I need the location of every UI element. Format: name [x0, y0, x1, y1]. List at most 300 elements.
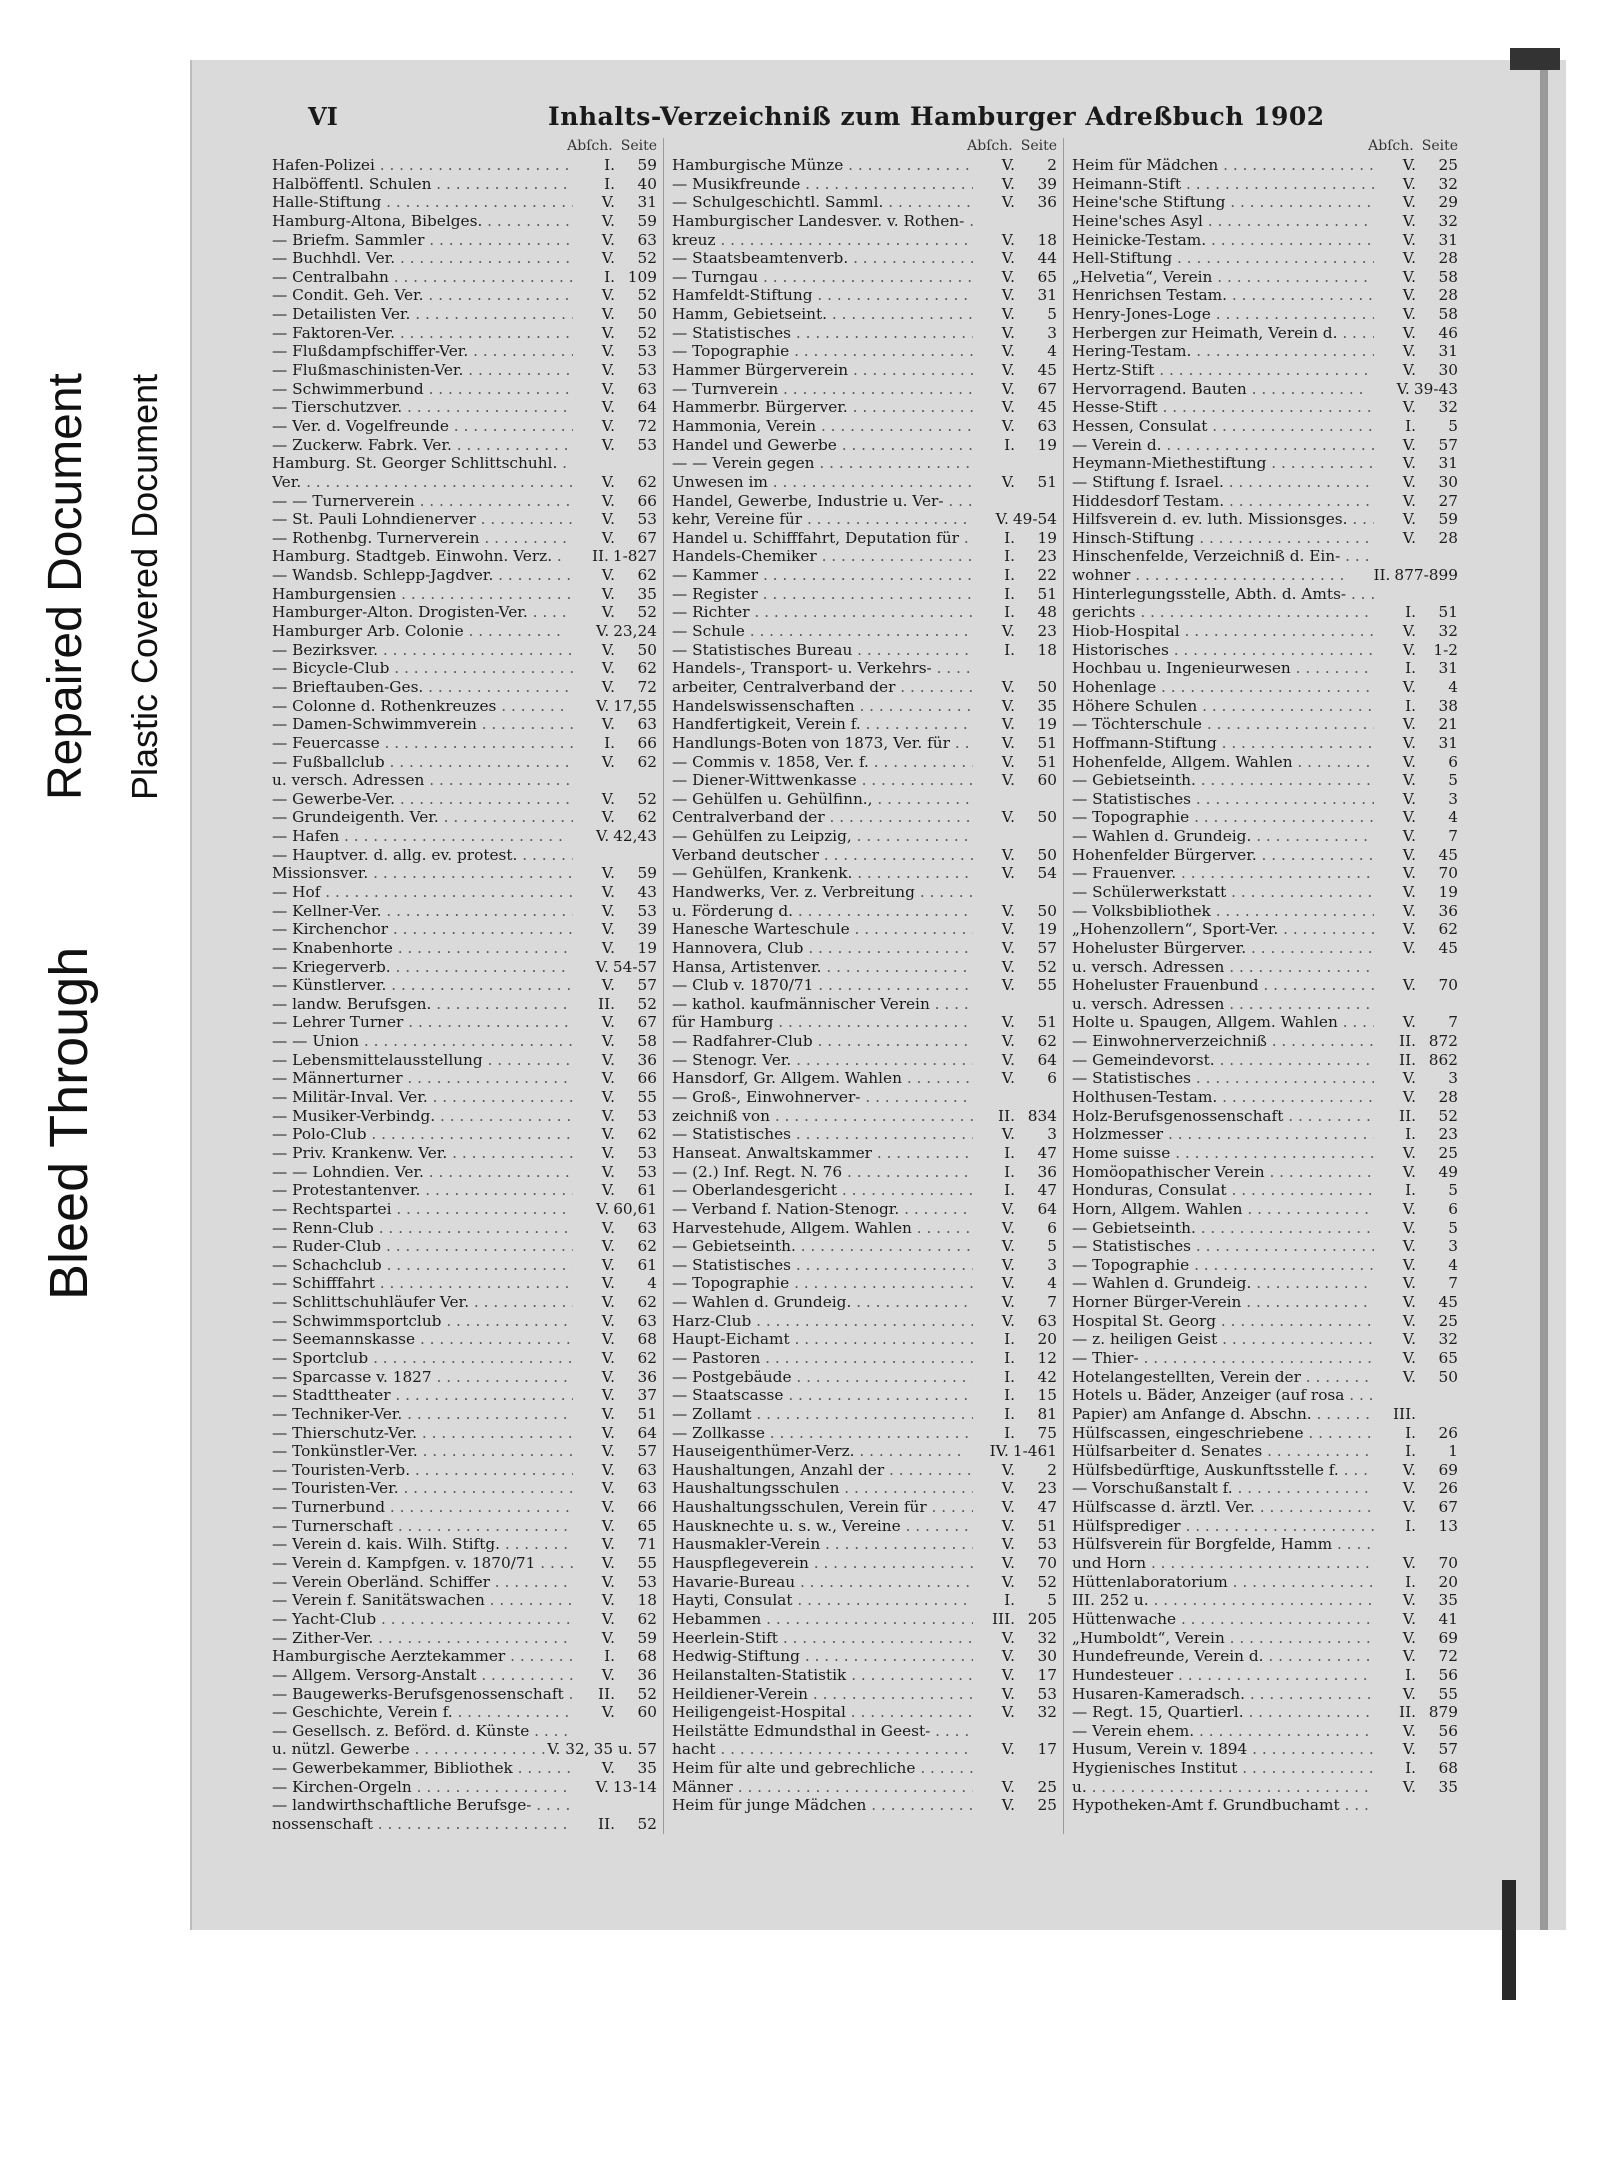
entry-title: Hamburg. Stadtgeb. Einwohn. Verz. . . . [272, 547, 567, 566]
entry-section: V. [1001, 1665, 1015, 1684]
entry-section: V. [601, 230, 615, 249]
entry-page: 53 [637, 901, 657, 920]
entry-page: 53 [637, 342, 657, 361]
page-edge-shadow [1502, 1880, 1516, 2000]
index-entry [1072, 212, 1458, 231]
entry-section: V. [1402, 230, 1416, 249]
entry-title: — Kellner-Ver. . . . [272, 902, 573, 921]
index-entry [1072, 603, 1458, 622]
entry-page: 66 [637, 491, 657, 510]
entry-section: V. [601, 1554, 615, 1573]
entry-section: V. [601, 1591, 615, 1610]
entry-section: V. [1001, 1199, 1015, 1218]
index-entry [1072, 1647, 1458, 1666]
index-entry [1072, 1498, 1458, 1517]
entry-page: 17 [1037, 1740, 1057, 1759]
entry-title: — Bezirksver. . . . [272, 641, 573, 660]
index-entry [272, 585, 657, 604]
entry-section: V. [1001, 305, 1015, 324]
entry-page: 37 [637, 1386, 657, 1405]
entry-section: I. [1004, 1349, 1015, 1367]
entry-page: 62 [1438, 920, 1458, 939]
entry-title: Heimann-Stift . . . [1072, 175, 1374, 194]
entry-title: — Topographie . . . [1072, 808, 1374, 827]
index-entry [672, 1181, 1057, 1200]
entry-title: Hülfscasse d. ärztl. Ver. . . . [1072, 1498, 1374, 1517]
entry-section: V. [601, 528, 615, 547]
entry-section: V. [1001, 193, 1015, 212]
entry-page: 31 [1438, 454, 1458, 473]
index-entry [1072, 492, 1458, 511]
index-entry [272, 156, 657, 175]
entry-section: I. [1004, 547, 1015, 566]
index-entry [272, 1479, 657, 1498]
entry-title: — Kammer . . . [672, 566, 973, 585]
entry-page: 51 [1438, 603, 1458, 622]
page-number: VI [308, 102, 338, 131]
index-entry [672, 734, 1057, 753]
entry-title: Hammonia, Verein . . . [672, 417, 973, 436]
entry-section: V. [601, 1293, 615, 1312]
entry-title: — Tierschutzver. . . . [272, 398, 573, 417]
entry-title: — Schule . . . [672, 622, 973, 641]
index-entry [672, 193, 1057, 212]
index-entry [1072, 1629, 1458, 1648]
entry-title: — — Turnerverein . . . [272, 492, 573, 511]
entry-section: V. [601, 976, 615, 995]
entry-section: V. [1402, 1237, 1416, 1256]
entry-page: 51 [1037, 752, 1057, 771]
entry-title: Hülfsprediger . . . [1072, 1517, 1374, 1536]
index-entry [1072, 1722, 1458, 1741]
index-entry [1072, 1163, 1458, 1182]
index-entry [672, 473, 1057, 492]
entry-section: I. [1004, 528, 1015, 547]
entry-section: V. [1402, 510, 1416, 529]
index-entry [1072, 1424, 1458, 1443]
entry-title: kehr, Vereine für . . . [672, 510, 967, 529]
entry-section: V. [601, 491, 615, 510]
entry-page: 69 [1438, 1628, 1458, 1647]
entry-section: V. [1402, 286, 1416, 305]
entry-page: 72 [1438, 1647, 1458, 1666]
entry-title: Horner Bürger-Verein . . . [1072, 1293, 1374, 1312]
index-entry [272, 454, 657, 473]
entry-page: 3 [1448, 1069, 1458, 1088]
entry-page: 59 [637, 156, 657, 174]
entry-section: V. [601, 472, 615, 491]
entry-section: V. [1001, 901, 1015, 920]
entry-title: u. nützl. Gewerbe . . . [272, 1740, 547, 1759]
index-entry [1072, 1274, 1458, 1293]
entry-page: 2 [1047, 1460, 1057, 1479]
entry-page: 19 [1037, 528, 1057, 547]
index-entry [1072, 361, 1458, 380]
entry-section: I. [1405, 1759, 1416, 1778]
entry-page: 45 [1037, 398, 1057, 417]
entry-page: 6 [1448, 1199, 1458, 1218]
entry-page: 55 [637, 1088, 657, 1107]
entry-page: 57 [1037, 938, 1057, 957]
entry-section: V. [1001, 1237, 1015, 1256]
entry-title: hacht . . . [672, 1740, 973, 1759]
entry-page: 877-899 [1394, 566, 1458, 585]
entry-title: Unwesen im . . . [672, 473, 973, 492]
entry-page: 72 [637, 416, 657, 435]
entry-section: V. [601, 1255, 615, 1274]
entry-title: — Zither-Ver. . . . [272, 1629, 573, 1648]
index-entry [672, 976, 1057, 995]
index-entry [672, 697, 1057, 716]
entry-section: I. [1004, 640, 1015, 659]
entry-title: Hanseat. Anwaltskammer . . . [672, 1144, 973, 1163]
index-entry [672, 1237, 1057, 1256]
entry-page: 62 [637, 566, 657, 585]
entry-title: — Frauenver. . . . [1072, 864, 1374, 883]
entry-page: 75 [1037, 1423, 1057, 1442]
entry-title: Handel und Gewerbe . . . [672, 436, 973, 455]
entry-title: — Verein f. Sanitätswachen . . . [272, 1591, 573, 1610]
column-header [272, 138, 657, 156]
entry-section: V. [1402, 976, 1416, 995]
entry-page: 56 [1438, 1665, 1458, 1684]
entry-title: — landwirthschaftliche Berufsge- . . . [272, 1796, 573, 1815]
entry-section: V. [601, 1367, 615, 1386]
entry-title: Hering-Testam. . . . [1072, 342, 1374, 361]
entry-section: V. 32, [547, 1740, 590, 1759]
entry-title: — Thierschutz-Ver. . . . [272, 1424, 573, 1443]
entry-section: V. [1001, 1628, 1015, 1647]
entry-page: 52 [637, 1684, 657, 1703]
entry-page: 59 [637, 211, 657, 230]
entry-title: — Schlittschuhläufer Ver. . . . [272, 1293, 573, 1312]
entry-title: Hedwig-Stiftung . . . [672, 1647, 973, 1666]
entry-page: 4 [647, 1274, 657, 1293]
entry-title: — Statistisches Bureau . . . [672, 641, 973, 660]
entry-section: V. [1001, 1125, 1015, 1144]
entry-page: 4 [1047, 342, 1057, 361]
entry-title: und Horn . . . [1072, 1554, 1374, 1573]
entry-page: 52 [637, 323, 657, 342]
entry-title: — Hof . . . [272, 883, 573, 902]
index-entry [1072, 1573, 1458, 1592]
index-entry [1072, 1330, 1458, 1349]
index-entry [1072, 976, 1458, 995]
entry-title: — Damen-Schwimmverein . . . [272, 715, 573, 734]
index-entry [672, 846, 1057, 865]
entry-page: 68 [637, 1647, 657, 1666]
entry-section: II. [998, 1106, 1015, 1125]
entry-title: Hammer Bürgerverein . . . [672, 361, 973, 380]
index-entry [272, 771, 657, 790]
entry-title: — Lebensmittelausstellung . . . [272, 1051, 573, 1070]
entry-title: — Militär-Inval. Ver. . . . [272, 1088, 573, 1107]
entry-section: V. [595, 957, 609, 976]
index-entry [272, 1722, 657, 1741]
index-entry [1072, 380, 1458, 399]
entry-page: 32 [1037, 1703, 1057, 1722]
index-entry [1072, 175, 1458, 194]
index-entry [272, 1610, 657, 1629]
entry-title: — Gehülfen, Krankenk. . . . [672, 864, 973, 883]
entry-title: — Turnerschaft . . . [272, 1517, 573, 1536]
entry-section: V. [1402, 1554, 1416, 1573]
entry-page: 55 [1037, 976, 1057, 995]
index-entry [672, 1312, 1057, 1331]
entry-page: 31 [1037, 286, 1057, 305]
index-entry [1072, 659, 1458, 678]
entry-title: Handel, Gewerbe, Industrie u. Ver- . . . [672, 492, 973, 511]
entry-section: V. [1402, 528, 1416, 547]
entry-section: V. [601, 398, 615, 417]
index-entry [272, 678, 657, 697]
entry-section: I. [1004, 1591, 1015, 1610]
entry-title: — Schwimmerbund . . . [272, 380, 573, 399]
entry-page: 29 [1438, 193, 1458, 212]
entry-page: 7 [1448, 827, 1458, 846]
index-entry [672, 1722, 1057, 1741]
entry-title: Hamburg-Altona, Bibelges. . . . [272, 212, 573, 231]
index-entry [272, 1349, 657, 1368]
entry-title: Hamm, Gebietseint. . . . [672, 305, 973, 324]
entry-section: I. [604, 174, 615, 193]
entry-page: 36 [1037, 193, 1057, 212]
index-entry [1072, 1256, 1458, 1275]
entry-section: V. [601, 1609, 615, 1628]
entry-title: — Statistisches . . . [672, 324, 973, 343]
index-entry [1072, 1237, 1458, 1256]
entry-section: V. [1402, 1777, 1416, 1796]
entry-title: — Protestantenver. . . . [272, 1181, 573, 1200]
index-entry [672, 1442, 1057, 1461]
entry-page: 40 [637, 174, 657, 193]
entry-page: 32 [1438, 622, 1458, 641]
entry-title: — Rechtspartei . . . [272, 1200, 567, 1219]
index-entry [272, 1424, 657, 1443]
index-entry [272, 398, 657, 417]
entry-page: 42 [1037, 1367, 1057, 1386]
index-entry [672, 1591, 1057, 1610]
entry-title: u. . . . [1072, 1778, 1374, 1797]
index-entry [272, 1796, 657, 1815]
entry-title: Handel u. Schifffahrt, Deputation für . . . [672, 529, 973, 548]
entry-page: 63 [637, 1311, 657, 1330]
entry-title: Hamburger-Alton. Drogisten-Ver. . . . [272, 603, 573, 622]
entry-title: Heine'sche Stiftung . . . [1072, 193, 1374, 212]
entry-title: — Schülerwerkstatt . . . [1072, 883, 1374, 902]
index-entry [272, 286, 657, 305]
entry-section: I. [1405, 1516, 1416, 1535]
entry-page: 26 [1438, 1479, 1458, 1498]
entry-page: 51 [637, 1404, 657, 1423]
index-entry [272, 734, 657, 753]
entry-page: 32 [1438, 174, 1458, 193]
entry-section: V. [601, 1628, 615, 1647]
entry-section: V. [1402, 435, 1416, 454]
entry-title: — Rothenbg. Turnerverein . . . [272, 529, 573, 548]
entry-page: 205 [1027, 1609, 1057, 1628]
entry-page: 60 [1037, 771, 1057, 790]
index-entry [1072, 1517, 1458, 1536]
entry-title: Hausmakler-Verein . . . [672, 1535, 973, 1554]
entry-title: — Wahlen d. Grundeig. . . . [672, 1293, 973, 1312]
entry-page: 52 [1037, 1572, 1057, 1591]
entry-title: — Sportclub . . . [272, 1349, 573, 1368]
entry-section: V. [601, 323, 615, 342]
entry-section: V. [995, 510, 1009, 529]
index-entry [1072, 454, 1458, 473]
entry-title: Hervorragend. Bauten . . . [1072, 380, 1368, 399]
entry-title: Hesse-Stift . . . [1072, 398, 1374, 417]
index-entry [672, 1778, 1057, 1797]
entry-section: V. [601, 566, 615, 585]
index-entry [1072, 1778, 1458, 1797]
entry-page: 54 [1037, 864, 1057, 883]
entry-page: 23,24 [613, 622, 657, 641]
entry-page: 52 [1438, 1106, 1458, 1125]
index-entry [272, 902, 657, 921]
index-entry [672, 1759, 1057, 1778]
entry-title: — Knabenhorte . . . [272, 939, 573, 958]
entry-page: 23 [1037, 547, 1057, 566]
index-entry [272, 1535, 657, 1554]
entry-page: 48 [1037, 603, 1057, 622]
entry-section: V. [1402, 249, 1416, 268]
index-entry [272, 212, 657, 231]
entry-section: V. [1402, 1628, 1416, 1647]
index-entry [672, 603, 1057, 622]
index-entry [1072, 697, 1458, 716]
entry-page: 63 [637, 230, 657, 249]
entry-title: Heilanstalten-Statistik . . . [672, 1666, 973, 1685]
entry-page: 18 [1037, 640, 1057, 659]
index-entry [1072, 547, 1458, 566]
entry-section: V. [1402, 323, 1416, 342]
entry-title: — Staatsbeamtenverb. . . . [672, 249, 973, 268]
index-entry [272, 1647, 657, 1666]
entry-section: V. [1001, 1460, 1015, 1479]
index-entry [1072, 1740, 1458, 1759]
entry-page: 3 [1047, 323, 1057, 342]
entry-page: 26 [1438, 1423, 1458, 1442]
entry-page: 15 [1037, 1386, 1057, 1405]
entry-section: V. [1402, 1311, 1416, 1330]
entry-section: V. [1001, 715, 1015, 734]
entry-title: Hannovera, Club . . . [672, 939, 973, 958]
entry-page: 67 [1438, 1498, 1458, 1517]
entry-title: Hotels u. Bäder, Anzeiger (auf rosa . . . [1072, 1386, 1374, 1405]
index-entry [272, 249, 657, 268]
entry-title: Hohenfelder Bürgerver. . . . [1072, 846, 1374, 865]
entry-section: V. [601, 1498, 615, 1517]
entry-page: 19 [1037, 715, 1057, 734]
side-labels [0, 0, 190, 1400]
entry-title: Heymann-Miethestiftung . . . [1072, 454, 1374, 473]
entry-page: 45 [1438, 938, 1458, 957]
entry-title: Hafen-Polizei . . . [272, 156, 573, 175]
index-entry [272, 436, 657, 455]
entry-section: V. [1001, 361, 1015, 380]
entry-page: 5 [1448, 1181, 1458, 1200]
entry-section: V. [1001, 976, 1015, 995]
entry-section: V. [1001, 752, 1015, 771]
entry-page: 6 [1047, 1218, 1057, 1237]
index-entry [1072, 1013, 1458, 1032]
entry-page: 62 [637, 808, 657, 827]
entry-page: 50 [637, 305, 657, 324]
entry-page: 64 [1037, 1199, 1057, 1218]
index-entry [1072, 231, 1458, 250]
entry-page: 45 [1438, 1293, 1458, 1312]
entry-title: Halle-Stiftung . . . [272, 193, 573, 212]
entry-page: 60,61 [613, 1199, 657, 1218]
entry-section: V. [601, 342, 615, 361]
entry-title: wohner . . . [1072, 566, 1348, 585]
entry-page: 64 [637, 398, 657, 417]
index-entry [1072, 790, 1458, 809]
entry-title: Heim für junge Mädchen . . . [672, 1796, 973, 1815]
entry-title: — Zuckerw. Fabrk. Ver. . . . [272, 436, 573, 455]
entry-page: 23 [1438, 1125, 1458, 1144]
entry-title: Hertz-Stift . . . [1072, 361, 1374, 380]
entry-title: Haushaltungsschulen, Verein für . . . [672, 1498, 973, 1517]
entry-page: 19 [1037, 920, 1057, 939]
entry-title: u. versch. Adressen . . . [1072, 995, 1374, 1014]
entry-title: — Schachclub . . . [272, 1256, 573, 1275]
entry-section: V. [1001, 1069, 1015, 1088]
index-entry [672, 1069, 1057, 1088]
entry-section: V. [595, 827, 610, 846]
entry-page: 5 [1448, 416, 1458, 435]
index-entry [1072, 715, 1458, 734]
entry-title: — Yacht-Club . . . [272, 1610, 573, 1629]
entry-section: V. [601, 1423, 615, 1442]
index-entry [672, 1573, 1057, 1592]
entry-page: 61 [637, 1255, 657, 1274]
entry-section: V. [601, 789, 615, 808]
entry-section: V. [1402, 1647, 1416, 1666]
entry-section: V. [601, 1181, 615, 1200]
entry-title: — Hauptver. d. allg. ev. protest. . . . [272, 846, 573, 865]
entry-page: 62 [637, 659, 657, 678]
entry-section: II. [1399, 1106, 1416, 1125]
index-entry [272, 1368, 657, 1387]
entry-page: 1 [1448, 1442, 1458, 1461]
entry-section: I. [604, 733, 615, 752]
entry-section: I. [1004, 1330, 1015, 1349]
index-entry [672, 771, 1057, 790]
entry-title: Heine'sches Asyl . . . [1072, 212, 1374, 231]
index-entry [1072, 1069, 1458, 1088]
entry-page: 44 [1037, 249, 1057, 268]
index-entry [272, 1685, 657, 1704]
entry-title: — Statistisches . . . [1072, 1237, 1374, 1256]
index-entry [672, 790, 1057, 809]
entry-page: 22 [1037, 566, 1057, 585]
entry-title: — Turnverein . . . [672, 380, 973, 399]
column-header-seite: Seite [1020, 138, 1057, 154]
entry-page: 53 [637, 1162, 657, 1181]
entry-title: — Statistisches . . . [1072, 1069, 1374, 1088]
entry-page: 35 [1438, 1777, 1458, 1796]
entry-title: — kathol. kaufmännischer Verein . . . [672, 995, 973, 1014]
index-entry [1072, 995, 1458, 1014]
entry-title: — Einwohnerverzeichniß . . . [1072, 1032, 1374, 1051]
entry-title: — Polo-Club . . . [272, 1125, 573, 1144]
index-entry [272, 1163, 657, 1182]
entry-title: Männer . . . [672, 1778, 973, 1797]
entry-page: 28 [1438, 528, 1458, 547]
